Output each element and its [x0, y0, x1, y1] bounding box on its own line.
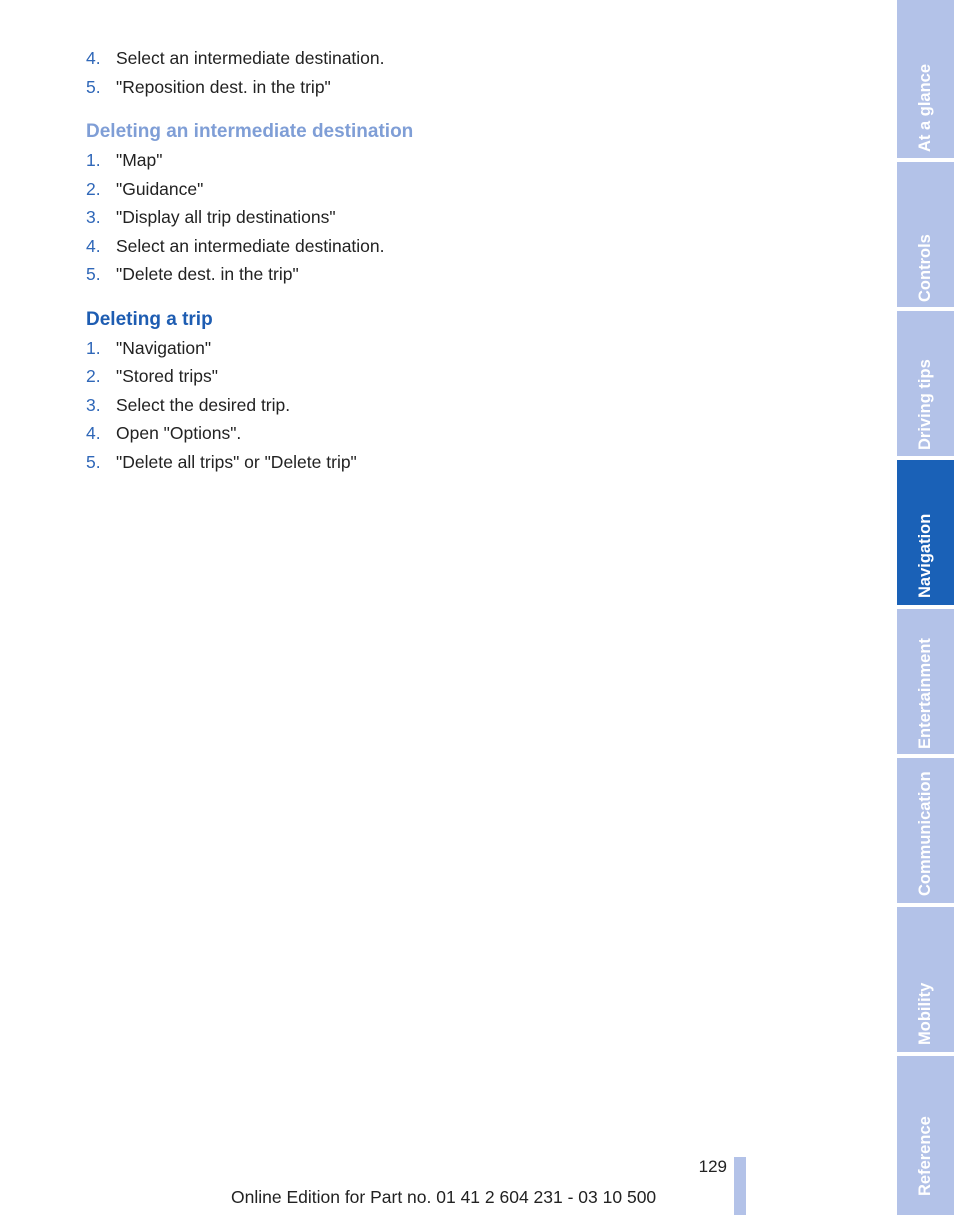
- step-text: "Stored trips": [116, 366, 218, 386]
- step-text: Select the desired trip.: [116, 394, 291, 415]
- step-number: 2.: [86, 366, 101, 386]
- section-heading-delete-trip: Deleting a trip: [86, 308, 213, 330]
- tab-controls[interactable]: [897, 162, 954, 307]
- chapter-tabs: [897, 0, 954, 1215]
- step-number: 3.: [86, 207, 101, 227]
- tab-label: Mobility: [916, 982, 934, 1045]
- step-text: "Map": [116, 150, 163, 170]
- step-number: 5.: [86, 76, 101, 97]
- list-item: [86, 44, 846, 73]
- continued-steps: [86, 44, 846, 101]
- step-text: Select an intermediate destination.: [116, 48, 385, 68]
- step-number: 1.: [86, 337, 101, 358]
- list-item: [86, 260, 846, 289]
- step-text: Select an intermediate destination.: [116, 235, 385, 256]
- step-number: 3.: [86, 394, 101, 415]
- list-item: [86, 175, 846, 204]
- steps-delete-intermediate: [86, 146, 846, 289]
- tab-navigation[interactable]: [897, 460, 954, 605]
- step-text: "Delete dest. in the trip": [116, 264, 299, 284]
- step-number: 2.: [86, 178, 101, 199]
- list-item: [86, 203, 846, 232]
- step-text: "Guidance": [116, 178, 204, 199]
- list-item: [86, 419, 846, 448]
- list-item: [86, 232, 846, 261]
- tab-label: At a glance: [916, 63, 934, 152]
- tab-communication[interactable]: [897, 758, 954, 903]
- footer-edition-text: Online Edition for Part no. 01 41 2 604 231 - 03 10 500: [231, 1187, 657, 1207]
- tab-label: Reference: [916, 1116, 934, 1196]
- page-number: 129: [698, 1157, 727, 1176]
- section-heading-delete-intermediate: Deleting an intermediate destination: [86, 121, 414, 142]
- tab-at-a-glance[interactable]: [897, 0, 954, 158]
- tab-driving-tips[interactable]: [897, 311, 954, 456]
- tab-mobility[interactable]: [897, 907, 954, 1052]
- step-text: "Delete all trips" or "Delete trip": [116, 451, 357, 472]
- step-number: 4.: [86, 48, 101, 68]
- tab-entertainment[interactable]: [897, 609, 954, 754]
- list-item: [86, 391, 846, 420]
- page-marker: [734, 1157, 746, 1215]
- step-number: 1.: [86, 150, 101, 170]
- list-item: [86, 73, 846, 102]
- steps-delete-trip: [86, 334, 846, 477]
- step-text: "Reposition dest. in the trip": [116, 76, 331, 97]
- step-number: 5.: [86, 451, 101, 472]
- tab-label: Navigation: [916, 513, 934, 598]
- tab-reference[interactable]: [897, 1056, 954, 1215]
- page-content: [86, 44, 846, 476]
- step-number: 4.: [86, 423, 101, 443]
- list-item: [86, 362, 846, 391]
- step-text: Open "Options".: [116, 423, 242, 443]
- step-number: 4.: [86, 235, 101, 256]
- step-number: 5.: [86, 264, 101, 284]
- tab-label: Controls: [916, 234, 934, 302]
- tab-label: Driving tips: [916, 359, 934, 450]
- step-text: "Navigation": [116, 337, 212, 358]
- list-item: [86, 146, 846, 175]
- list-item: [86, 334, 846, 363]
- tab-label: Communication: [916, 771, 934, 896]
- list-item: [86, 448, 846, 477]
- step-text: "Display all trip destinations": [116, 207, 336, 227]
- tab-label: Entertainment: [916, 638, 934, 749]
